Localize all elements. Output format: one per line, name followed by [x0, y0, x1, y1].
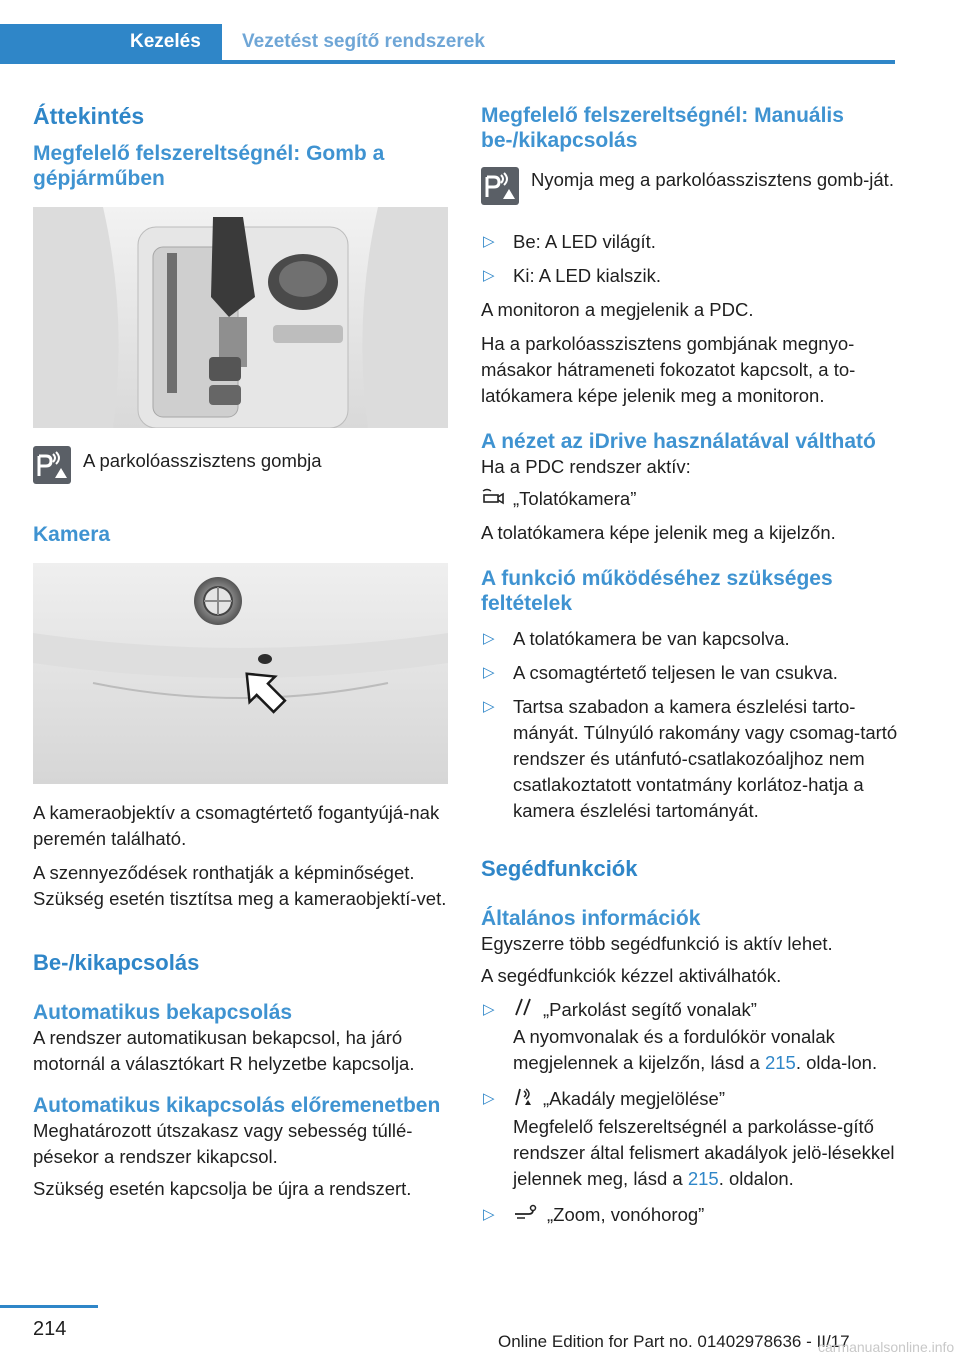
list-item	[481, 997, 901, 1077]
section-tab-vezetest-segito[interactable]: Vezetést segítő rendszerek	[222, 24, 485, 60]
heading-manual-on-off: Megfelelő felszereltségnél: Manuális be-/kikapcsolás	[481, 104, 844, 152]
menu-item-zoom-towbar[interactable]: „Zoom, vonóhorog”	[513, 1202, 901, 1230]
general-info-text-2: A segédfunkciók kézzel aktiválhatók.	[481, 964, 782, 986]
pdc-active-text: Ha a PDC rendszer aktív:	[481, 456, 691, 477]
page-header	[0, 0, 960, 64]
towbar-zoom-icon	[513, 1202, 539, 1229]
left-column	[33, 95, 448, 1202]
footer-rule	[0, 1305, 98, 1308]
camera-display-text: A tolatókamera képe jelenik meg a kijelzőn.	[481, 521, 836, 543]
parking-assistant-button-icon	[33, 446, 71, 484]
aux-function-list	[481, 997, 901, 1230]
heading-auto-on: Automatikus bekapcsolás	[33, 1001, 293, 1024]
camera-cleaning-text: A szennyeződések ronthatják a képminőséget. Szükség esetén tisztítsa meg a kameraobjektí-vet.	[33, 862, 447, 909]
reverse-gear-text: Ha a parkolóasszisztens gombjának megnyo-másakor hátrameneti fokozatot kapcsolt, a to-latókamera képe jelenik meg a monitoron.	[481, 333, 856, 406]
heading-overview: Áttekintés	[33, 103, 145, 129]
triangle-bullet-icon: ▷	[483, 267, 495, 284]
auto-off-restart-text: Szükség esetén kapcsolja be újra a rendszert.	[33, 1178, 412, 1199]
led-state-list	[481, 229, 901, 289]
heading-aux-functions: Segédfunkciók	[481, 855, 638, 881]
parking-lines-description: A nyomvonalak és a fordulókör vonalak megjelennek a kijelzőn, lásd a 215. olda-lon.	[513, 1026, 878, 1074]
menu-item-obstacle-marking[interactable]: „Akadály megjelölése”	[513, 1086, 901, 1114]
requirements-list	[481, 626, 901, 824]
button-caption-row	[33, 446, 448, 484]
triangle-bullet-icon: ▷	[483, 663, 495, 681]
menu-item-parking-lines[interactable]: „Parkolást segítő vonalak”	[513, 997, 901, 1025]
list-item: ▷ A tolatókamera be van kapcsolva.	[481, 626, 901, 652]
section-tab-kezeles[interactable]: Kezelés	[0, 24, 222, 60]
heading-camera: Kamera	[33, 523, 111, 546]
heading-auto-off: Automatikus kikapcsolás előremenetben	[33, 1094, 441, 1117]
obstacle-marking-icon	[513, 1087, 535, 1114]
auto-off-text: Meghatározott útszakasz vagy sebesség túllé-pésekor a rendszer kikapcsol.	[33, 1120, 413, 1167]
center-console-photo	[33, 207, 448, 428]
general-info-text-1: Egyszerre több segédfunkció is aktív lehet.	[481, 932, 833, 954]
list-item: ▷ Ki: A LED kialszik.	[481, 263, 901, 289]
edition-info: Online Edition for Part no. 01402978636 - II/17	[498, 1332, 850, 1351]
page-link-215[interactable]: 215	[687, 1167, 719, 1189]
triangle-bullet-icon: ▷	[483, 233, 495, 250]
obstacle-marking-description: Megfelelő felszereltségnél a parkolásse-gítő rendszer által felismert akadályok jelö-lésekkel jelennek meg, lásd a 215. oldalon.	[513, 1115, 895, 1189]
menu-item-reversing-camera[interactable]: „Tolatókamera”	[481, 486, 901, 514]
heading-idrive-view: A nézet az iDrive használatával váltható	[481, 430, 876, 453]
header-rule	[0, 60, 895, 64]
press-button-row	[481, 167, 901, 205]
list-item	[481, 1202, 901, 1230]
triangle-bullet-icon: ▷	[483, 629, 495, 647]
rear-camera-photo	[33, 563, 448, 784]
reversing-camera-icon	[481, 487, 505, 514]
watermark: carmanualsonline.info	[818, 1339, 955, 1355]
list-item	[481, 1086, 901, 1192]
button-caption: A parkolóasszisztens gombja	[83, 450, 322, 471]
heading-general-info: Általános információk	[481, 906, 701, 930]
auto-on-text: A rendszer automatikusan bekapcsol, ha járó motornál a választókart R helyzetbe kapcsolja.	[33, 1027, 415, 1074]
triangle-bullet-icon: ▷	[483, 697, 495, 715]
page-number: 214	[33, 1318, 67, 1340]
list-item: ▷ Be: A LED világít.	[481, 229, 901, 255]
parking-lines-icon	[513, 997, 535, 1024]
list-item: ▷ Tartsa szabadon a kamera észlelési tarto-mányát. Túlnyúló rakomány vagy csomag-tartó rendszer és utánfutó-csatlakozóaljhoz nem csatlakoztatott vontatmány korlátoz-hatja a kamera észlelési tartományát.	[483, 695, 898, 821]
triangle-bullet-icon: ▷	[483, 1090, 495, 1108]
monitor-pdc-text: A monitoron a megjelenik a PDC.	[481, 299, 754, 320]
right-column	[481, 95, 901, 1229]
triangle-bullet-icon: ▷	[483, 1205, 495, 1223]
triangle-bullet-icon: ▷	[483, 1000, 495, 1018]
heading-button-in-vehicle: Megfelelő felszereltségnél: Gomb a gépjárműben	[33, 142, 385, 190]
list-item: ▷ A csomagtértető teljesen le van csukva.	[481, 660, 901, 686]
heading-requirements: A funkció működéséhez szükséges feltételek	[481, 566, 833, 615]
heading-on-off: Be-/kikapcsolás	[33, 950, 200, 975]
parking-assistant-button-icon	[481, 167, 519, 205]
press-button-text: Nyomja meg a parkolóasszisztens gomb-ját.	[531, 169, 894, 190]
page-link-215[interactable]: 215	[764, 1052, 796, 1074]
rear-camera-illustration	[33, 563, 448, 784]
camera-location-text: A kameraobjektív a csomagtértető fogantyújá-nak peremén található.	[33, 802, 440, 849]
center-console-illustration	[33, 207, 448, 428]
